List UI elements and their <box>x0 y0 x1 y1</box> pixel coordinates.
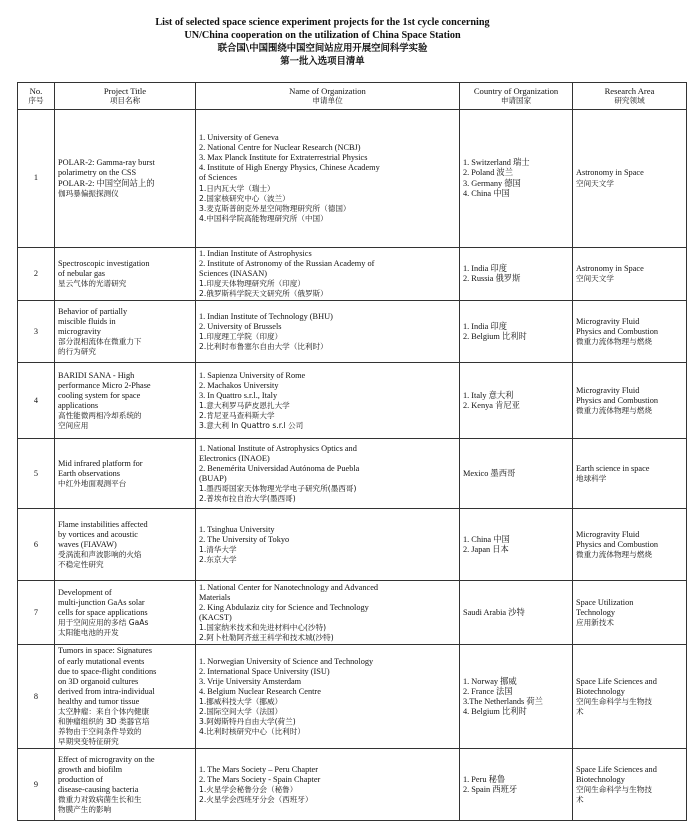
organization-line: 2.俄罗斯科学院天文研究所（俄罗斯） <box>199 289 328 299</box>
column-header-research-area: Research Area 研究领域 <box>573 83 687 110</box>
project-title-line: performance Micro 2-Phase <box>58 380 151 390</box>
country-line: 4. Belgium 比利时 <box>463 707 527 717</box>
research-area-cell <box>573 749 687 821</box>
research-area-line: 术 <box>576 795 584 804</box>
organization-line: 1. National Center for Nanotechnology and Advanced <box>199 582 379 592</box>
title-line-4: 第一批入选项目清单 <box>280 56 365 67</box>
project-title-cell <box>55 581 196 645</box>
project-title-line: on 3D organoid cultures <box>58 676 139 686</box>
column-header-project-title: Project Title 项目名称 <box>55 83 196 110</box>
organization-line: 2.国家核研究中心（波兰） <box>199 193 290 203</box>
organization-line: 2.火星学会西班牙分会（西班牙） <box>199 795 313 804</box>
row-number-cell: 9 <box>18 749 55 821</box>
research-area-line: Earth science in space <box>576 463 650 473</box>
table-row <box>18 301 687 363</box>
project-title-line: of nebular gas <box>58 269 105 279</box>
project-title-line: Spectroscopic investigation <box>58 259 150 269</box>
organization-line: 4.比利时核研究中心（比利时） <box>199 727 305 737</box>
project-title-line: Flame instabilities affected <box>58 519 148 529</box>
project-title-line: 受涡流和声波影响的火焰 <box>58 550 142 560</box>
research-area-line: Physics and Combustion <box>576 539 659 549</box>
research-area-line: 空间生命科学与生物技 <box>576 696 652 706</box>
research-area-cell <box>573 645 687 749</box>
table-row <box>18 439 687 509</box>
country-line: 2. France 法国 <box>463 686 513 696</box>
table-row <box>18 581 687 645</box>
organization-line: 2. The Mars Society - Spain Chapter <box>199 774 321 784</box>
country-line: 1. India 印度 <box>463 264 508 274</box>
project-title-cell <box>55 363 196 439</box>
project-title-cell <box>55 301 196 363</box>
organization-line: 1.印度理工学院（印度） <box>199 331 283 341</box>
project-title-line: derived from intra-individual <box>58 686 155 696</box>
organization-cell <box>196 248 460 301</box>
country-cell <box>460 645 573 749</box>
research-area-line: Technology <box>576 607 616 617</box>
project-title-cell <box>55 110 196 248</box>
project-title-line: BARIDI SANA - High <box>58 370 135 380</box>
country-line: 1. Switzerland 瑞士 <box>463 158 530 168</box>
projects-table <box>17 82 687 821</box>
organization-line: 4.中国科学院高能物理研究所（中国） <box>199 213 328 223</box>
table-row <box>18 363 687 439</box>
organization-line: 2.比利时布鲁塞尔自由大学（比利时） <box>199 342 328 352</box>
research-area-cell <box>573 110 687 248</box>
country-cell <box>460 301 573 363</box>
project-title-line: 伽玛暴偏振探测仪 <box>58 188 119 198</box>
row-number-cell: 3 <box>18 301 55 363</box>
project-title-line: 部分混相流体在微重力下 <box>58 337 142 347</box>
project-title-line: healthy and tumor tissue <box>58 696 140 706</box>
row-number-cell: 7 <box>18 581 55 645</box>
organization-line: 2. Benemérita Universidad Autónoma de Puebla <box>199 463 360 473</box>
research-area-line: Astronomy in Space <box>576 168 644 178</box>
organization-line: 4. Institute of High Energy Physics, Chinese Academy <box>199 163 380 173</box>
organization-cell <box>196 439 460 509</box>
project-title-line: of early mutational events <box>58 656 145 666</box>
country-line: 2. Japan 日本 <box>463 544 509 554</box>
organization-line: Materials <box>199 592 231 602</box>
column-header-no: No. 序号 <box>18 83 55 110</box>
organization-line: 2. International Space University (ISU) <box>199 666 330 676</box>
organization-line: 2. Institute of Astronomy of the Russian Academy of <box>199 259 375 269</box>
project-title-line: Earth observations <box>58 468 120 478</box>
research-area-line: Space Utilization <box>576 597 634 607</box>
organization-line: 1. The Mars Society – Peru Chapter <box>199 764 318 774</box>
project-title-line: 中红外地面观测平台 <box>58 479 127 489</box>
research-area-line: 术 <box>576 707 584 717</box>
project-title-line: cooling system for space <box>58 390 141 400</box>
table-header-row <box>18 83 687 110</box>
country-line: Saudi Arabia 沙特 <box>463 607 525 617</box>
organization-cell <box>196 749 460 821</box>
project-title-line: polarimetry on the CSS <box>58 168 137 178</box>
research-area-line: 地球科学 <box>576 473 607 483</box>
organization-cell <box>196 509 460 581</box>
project-title-line: multi-junction GaAs solar <box>58 597 145 607</box>
country-cell <box>460 509 573 581</box>
research-area-line: 应用新技术 <box>576 618 614 628</box>
table-row <box>18 248 687 301</box>
country-line: Mexico 墨西哥 <box>463 468 516 478</box>
project-title-line: applications <box>58 400 99 410</box>
research-area-line: Biotechnology <box>576 774 625 784</box>
project-title-line: by vortices and acoustic <box>58 529 138 539</box>
research-area-line: Astronomy in Space <box>576 264 644 274</box>
project-title-cell <box>55 509 196 581</box>
organization-line: 1. Tsinghua University <box>199 524 275 534</box>
organization-line: Electronics (INAOE) <box>199 453 270 463</box>
organization-line: 3.阿姆斯特丹自由大学(荷兰) <box>199 717 296 727</box>
research-area-line: 微重力流体物理与燃烧 <box>576 406 652 416</box>
row-number-cell: 1 <box>18 110 55 248</box>
country-line: 1. Italy 意大利 <box>463 390 514 400</box>
organization-line: 1.日内瓦大学（瑞士） <box>199 183 275 193</box>
project-title-line: 的行为研究 <box>58 347 96 357</box>
organization-line: Sciences (INASAN) <box>199 269 267 279</box>
row-number-cell: 8 <box>18 645 55 749</box>
column-header-country: Country of Organization 申请国家 <box>460 83 573 110</box>
project-title-cell <box>55 645 196 749</box>
country-cell <box>460 363 573 439</box>
project-title-line: 物膜产生的影响 <box>58 805 112 815</box>
organization-line: (BUAP) <box>199 473 227 483</box>
project-title-line: Tumors in space: Signatures <box>58 646 152 656</box>
research-area-line: 空间生命科学与生物技 <box>576 784 652 794</box>
organization-line: 1. Indian Institute of Technology (BHU) <box>199 311 333 321</box>
organization-cell <box>196 581 460 645</box>
country-line: 3.The Netherlands 荷兰 <box>463 696 543 706</box>
organization-line: 2. The University of Tokyo <box>199 534 290 544</box>
organization-line: 2. University of Brussels <box>199 321 282 331</box>
country-line: 2. Kenya 肯尼亚 <box>463 400 520 410</box>
row-number-cell: 5 <box>18 439 55 509</box>
project-title-line: microgravity <box>58 326 101 336</box>
document-heading <box>0 16 645 68</box>
project-title-line: Behavior of partially <box>58 306 128 316</box>
country-cell <box>460 439 573 509</box>
research-area-cell <box>573 439 687 509</box>
organization-line: 1. Sapienza University of Rome <box>199 370 306 380</box>
project-title-line: 空间应用 <box>58 421 89 431</box>
project-title-line: 和肿瘤组织的 3D 类器官培 <box>58 717 150 727</box>
research-area-line: 空间天文学 <box>576 178 614 188</box>
country-line: 2. Belgium 比利时 <box>463 331 527 341</box>
organization-line: 2.阿卜杜勒阿齐兹王科学和技术城(沙特) <box>199 633 334 643</box>
project-title-cell <box>55 248 196 301</box>
country-line: 2. Russia 俄罗斯 <box>463 274 521 284</box>
organization-line: 4. Belgium Nuclear Research Centre <box>199 686 321 696</box>
title-line-3: 联合国\中国围绕中国空间站应用开展空间科学实验 <box>217 43 428 54</box>
country-line: 4. China 中国 <box>463 188 510 198</box>
organization-line: 3. Max Planck Institute for Extraterrestrial Physics <box>199 153 368 163</box>
row-number-cell: 4 <box>18 363 55 439</box>
country-cell <box>460 248 573 301</box>
organization-line: 3. Vrije University Amsterdam <box>199 676 302 686</box>
research-area-line: Physics and Combustion <box>576 395 659 405</box>
country-cell <box>460 581 573 645</box>
project-title-line: 早期突变特征研究 <box>58 737 119 747</box>
organization-cell <box>196 110 460 248</box>
project-title-line: 不稳定性研究 <box>58 560 104 570</box>
country-cell <box>460 110 573 248</box>
project-title-line: 用于空间应用的多结 GaAs <box>58 618 149 628</box>
research-area-cell <box>573 301 687 363</box>
research-area-line: Physics and Combustion <box>576 326 659 336</box>
country-line: 2. Poland 波兰 <box>463 168 514 178</box>
organization-line: 1.国家纳米技术和先进材料中心(沙特) <box>199 623 327 633</box>
project-title-line: Effect of microgravity on the <box>58 754 155 764</box>
organization-line: 1.挪威科技大学（挪威） <box>199 696 283 706</box>
organization-line: 1.墨西哥国家天体物理光学电子研究所(墨西哥) <box>199 484 357 494</box>
table-row <box>18 509 687 581</box>
research-area-line: 空间天文学 <box>576 274 614 284</box>
organization-line: 1. Norwegian University of Science and Technology <box>199 656 374 666</box>
project-title-cell <box>55 439 196 509</box>
column-header-organization: Name of Organization 申请单位 <box>196 83 460 110</box>
organization-line: of Sciences <box>199 173 238 183</box>
title-line-1: List of selected space science experiment projects for the 1st cycle concerning <box>155 17 490 28</box>
organization-line: 3. In Quattro s.r.l., Italy <box>199 390 278 400</box>
research-area-line: 微重力流体物理与燃烧 <box>576 550 652 560</box>
title-line-2: UN/China cooperation on the utilization of China Space Station <box>184 30 461 41</box>
project-title-line: 星云气体的光谱研究 <box>58 279 127 289</box>
organization-line: 1.火星学会秘鲁分会（秘鲁） <box>199 784 298 794</box>
research-area-line: Microgravity Fluid <box>576 316 640 326</box>
country-line: 3. Germany 德国 <box>463 178 521 188</box>
table-row <box>18 110 687 248</box>
row-number-cell: 6 <box>18 509 55 581</box>
country-line: 1. China 中国 <box>463 534 510 544</box>
table-row <box>18 645 687 749</box>
research-area-line: Microgravity Fluid <box>576 529 640 539</box>
organization-line: 1. National Institute of Astrophysics Optics and <box>199 443 357 453</box>
organization-line: 2. Machakos University <box>199 380 279 390</box>
organization-line: (KACST) <box>199 612 232 622</box>
research-area-line: Biotechnology <box>576 686 625 696</box>
row-number-cell: 2 <box>18 248 55 301</box>
project-title-line: 太空肿瘤：来自个体内健康 <box>58 707 150 717</box>
table-row <box>18 749 687 821</box>
research-area-line: Microgravity Fluid <box>576 385 640 395</box>
country-line: 1. Peru 秘鲁 <box>463 774 506 784</box>
project-title-line: 养物由于空间条件导致的 <box>58 727 142 737</box>
organization-line: 2.普埃布拉自治大学(墨西哥) <box>199 494 296 504</box>
organization-line: 3.麦克斯普朗克外星空间物理研究所（德国） <box>199 203 351 213</box>
organization-line: 1. University of Geneva <box>199 133 279 143</box>
project-title-line: Mid infrared platform for <box>58 458 143 468</box>
country-cell <box>460 749 573 821</box>
organization-line: 2. National Centre for Nuclear Research (NCBJ) <box>199 143 361 153</box>
organization-line: 1.印度天体物理研究所（印度） <box>199 279 305 289</box>
country-line: 2. Spain 西班牙 <box>463 784 518 794</box>
organization-cell <box>196 645 460 749</box>
organization-cell <box>196 363 460 439</box>
organization-line: 1.意大利罗马萨皮恩扎大学 <box>199 400 290 410</box>
country-line: 1. Norway 挪威 <box>463 676 517 686</box>
project-title-cell <box>55 749 196 821</box>
organization-line: 2.国际空间大学（法国） <box>199 707 283 717</box>
organization-line: 2.东京大学 <box>199 555 237 565</box>
organization-cell <box>196 301 460 363</box>
organization-line: 1. Indian Institute of Astrophysics <box>199 249 312 258</box>
project-title-line: disease-causing bacteria <box>58 784 139 794</box>
project-title-line: miscible fluids in <box>58 316 116 326</box>
research-area-line: 微重力流体物理与燃烧 <box>576 337 652 347</box>
research-area-cell <box>573 248 687 301</box>
organization-line: 1.清华大学 <box>199 544 237 554</box>
organization-line: 3.意大利 In Quattro s.r.l 公司 <box>199 421 304 431</box>
project-title-line: waves (FIAVAW) <box>58 539 117 549</box>
project-title-line: production of <box>58 774 103 784</box>
research-area-line: Space Life Sciences and <box>576 676 657 686</box>
project-title-line: growth and biofilm <box>58 764 123 774</box>
research-area-cell <box>573 509 687 581</box>
research-area-line: Space Life Sciences and <box>576 764 657 774</box>
organization-line: 2. King Abdulaziz city for Science and Technology <box>199 602 369 612</box>
project-title-line: due to space-flight conditions <box>58 666 157 676</box>
country-line: 1. India 印度 <box>463 321 508 331</box>
project-title-line: Development of <box>58 587 112 597</box>
research-area-cell <box>573 363 687 439</box>
project-title-line: 太阳能电池的开发 <box>58 628 119 638</box>
project-title-line: 微重力对致病菌生长和生 <box>58 795 142 804</box>
project-title-line: POLAR-2: Gamma-ray burst <box>58 158 155 168</box>
organization-line: 2.肯尼亚马查科斯大学 <box>199 411 275 421</box>
project-title-line: POLAR-2: 中国空间站上的 <box>58 178 155 188</box>
project-title-line: 高性能微两相冷却系统的 <box>58 411 142 421</box>
research-area-cell <box>573 581 687 645</box>
project-title-line: cells for space applications <box>58 607 148 617</box>
